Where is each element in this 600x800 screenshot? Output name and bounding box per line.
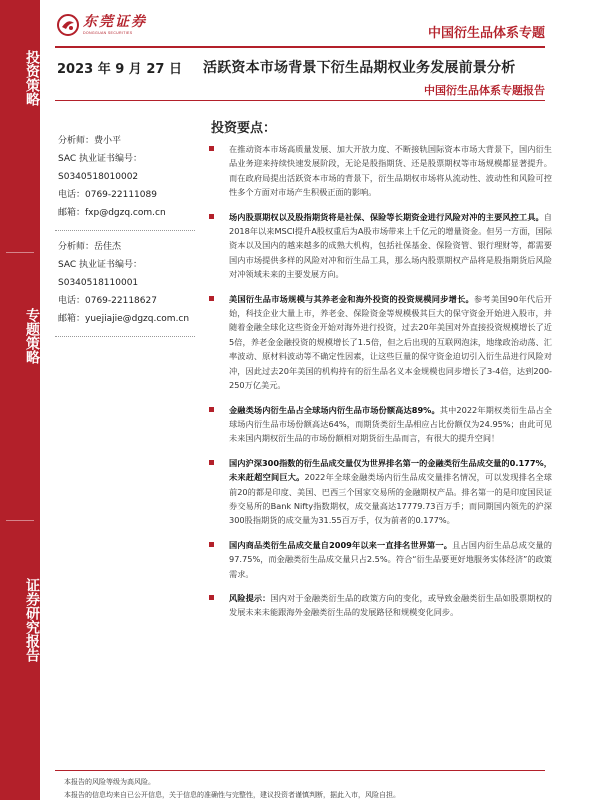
header-rule	[55, 46, 545, 48]
bullet-square-icon	[209, 460, 214, 465]
key-point-risk-warning	[207, 591, 552, 620]
logo-emblem-icon	[57, 14, 79, 36]
key-point	[207, 210, 552, 282]
key-point	[207, 456, 552, 528]
key-point-text: 国内对于金融类衍生品的政策方向的变化，或导致金融类衍生品如股票期权的发展未来未能跟海外金融类衍生品的发展路径和规模变化同步。	[229, 592, 552, 618]
sidebar-band	[0, 0, 40, 800]
bullet-square-icon	[209, 542, 214, 547]
footer-disclaimer: 本报告的信息均来自已公开信息，关于信息的准确性与完整性，建议投资者谨慎判断，据此入市，风险自担。	[64, 791, 400, 799]
page-title: 活跃资本市场背景下衍生品期权业务发展前景分析	[203, 60, 516, 76]
key-point	[207, 403, 552, 446]
key-point-headline: 国内商品类衍生品成交量自2009年以来一直排名世界第一。	[229, 539, 453, 550]
bullet-square-icon	[209, 407, 214, 412]
key-point	[207, 142, 552, 200]
sidebar-divider	[6, 252, 34, 253]
title-rule	[55, 100, 545, 101]
sidebar-label-topic-strategy: 专题策略	[24, 308, 40, 364]
bullet-square-icon	[209, 146, 214, 151]
analyst-name: 分析师：岳佳杰	[58, 242, 122, 252]
key-point-text: 2022年全球金融类场内衍生品成交量排名情况，可以发现排名全球前20的都是印度、美国、巴西三个国家交易所的金融期权产品。排名第一的是印度国民证券交易所的Bank Nifty指数期权，成交量高达17779.73百万手；而同期国内领先的沪深300股指期货的成交量为31.55百万手，仅为前者的0.177%。	[229, 472, 552, 526]
analyst-email[interactable]: 邮箱：yuejiajie@dgzq.com.cn	[58, 314, 190, 324]
key-point	[207, 538, 552, 581]
key-point-headline: 风险提示：	[229, 592, 271, 603]
report-series: 中国衍生品体系专题	[427, 26, 545, 41]
sidebar-label-securities-research: 证券研究报告	[24, 578, 40, 662]
bullet-square-icon	[209, 214, 214, 219]
analyst-name: 分析师：费小平	[58, 136, 122, 146]
footer-rule	[55, 770, 545, 771]
key-point-text: 自2018年以来MSCI提升A股权重后为A股市场带来上千亿元的增量资金。但另一方面，国际资本以及国内的越来越多的成熟大机构，包括社保基金、保险资管、银行理财等，都需要国内市场提供多样的风险对冲和衍生品工具，那么场内股票期权产品将是股指期货后风险对冲领域未来的主要发展方向。	[229, 211, 552, 280]
analyst-card	[58, 132, 198, 222]
analyst-cert-label: SAC 执业证书编号：	[58, 260, 143, 270]
key-point-headline: 国内沪深300指数的衍生品成交量仅为世界排名第一的金融类衍生品成交量的0.177%，未来赶超空间巨大。	[229, 457, 552, 483]
report-subtitle: 中国衍生品体系专题报告	[424, 84, 545, 97]
bullet-square-icon	[209, 595, 214, 600]
key-point-headline: 金融类场内衍生品占全球场内衍生品市场份额高达89%。	[229, 404, 440, 415]
key-point-text: 其中2022年期权类衍生品占全球场内衍生品市场份额高达64%，而期货类衍生品相应占比份额仅为24.95%；由此可见未来国内期权衍生品的市场份额相对期货衍生品而言，有很大的提升空间！	[229, 404, 552, 444]
key-point-text: 参考美国90年代后开始，科技企业大量上市，养老金、保险资金等规模极其巨大的保守资金开始进入股市，并随着金融全球化这些资金开始对海外进行投资，过去20年美国对外直接投资规模增长了近5倍，养老金金融投资的规模增长了1.5倍，但之后出现的互联网泡沫，地缘政治动荡、汇率波动、原材料波动等不确定性因素，让这些巨量的保守资金迫切引入衍生品进行风险对冲，因此过去20年美国的机构持有的衍生品名义本金规模也同步增长了3-4倍，达到200-250万亿美元。	[229, 293, 552, 391]
logo-name: 东莞证券	[83, 14, 147, 30]
analyst-cert-number: S0340518110001	[58, 278, 139, 288]
key-point-headline: 场内股票期权以及股指期货将是社保、保险等长期资金进行风险对冲的主要风控工具。	[229, 211, 544, 222]
key-point	[207, 292, 552, 393]
key-points-list	[207, 142, 552, 627]
key-points-title: 投资要点：	[211, 121, 277, 136]
analyst-email[interactable]: 邮箱：fxp@dgzq.com.cn	[58, 208, 166, 218]
analyst-divider	[55, 230, 195, 231]
sidebar-divider	[6, 520, 34, 521]
analyst-cert-label: SAC 执业证书编号：	[58, 154, 143, 164]
key-point-text: 且占国内衍生品总成交量的97.75%，而金融类衍生品成交量只占2.5%。符合“衍生品要更好地服务实体经济”的政策需求。	[229, 539, 552, 579]
analyst-divider	[55, 336, 195, 337]
company-logo	[57, 14, 147, 50]
analyst-phone: 电话：0769-22111089	[58, 190, 157, 200]
report-date: 2023 年 9 月 27 日	[57, 62, 182, 77]
logo-english-name: DONGGUAN SECURITIES	[83, 31, 133, 35]
key-point-headline: 美国衍生品市场规模与其养老金和海外投资的投资规模同步增长。	[229, 293, 474, 304]
analyst-card	[58, 238, 198, 328]
analyst-cert-number: S0340518010002	[58, 172, 139, 182]
footer-risk-level: 本报告的风险等级为高风险。	[64, 778, 155, 786]
sidebar-label-investment-strategy: 投资策略	[24, 50, 40, 106]
key-point-text: 在推动资本市场高质量发展、加大开放力度、不断接轨国际资本市场大背景下，国内衍生品业务迎来持续快速发展阶段，无论是股指期货、还是股票期权等市场规模都显著提升。而在政府局提出活跃资本市场的背景下，衍生品期权市场将从流动性、波动性和风险可控性多个方面对市场产生积极正面的影响。	[229, 144, 552, 198]
analyst-phone: 电话：0769-22118627	[58, 296, 157, 306]
bullet-square-icon	[209, 296, 214, 301]
